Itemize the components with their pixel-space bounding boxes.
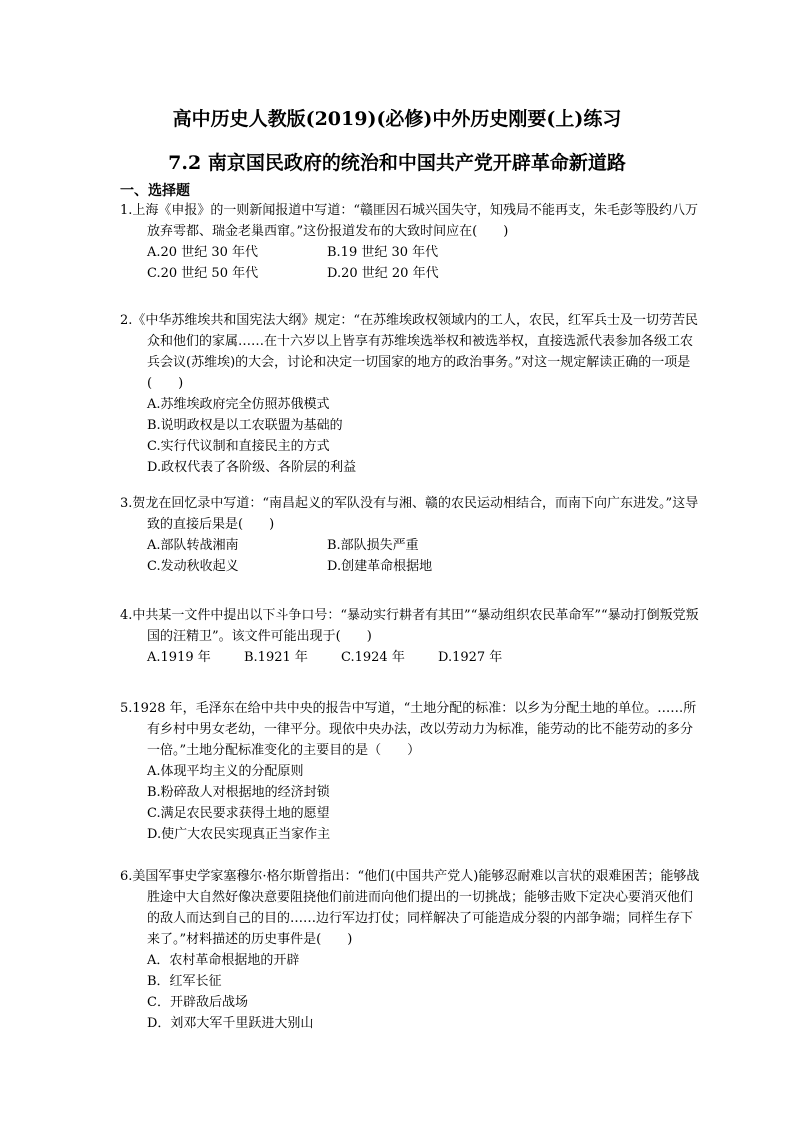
option-d: D.创建革命根据地 [327, 559, 433, 574]
option-b: B.部队损失严重 [327, 538, 419, 553]
option-a: A.部队转战湘南 [147, 538, 239, 553]
option-b: B.1921 年 [244, 650, 308, 665]
question-stem: 1.上海《申报》的一则新闻报道中写道：“赣匪因石城兴国失守，知残局不能再支，朱毛彭等股约八万放弃雩都、瑞金老巢西窜。”这份报道发布的大致时间应在( ) [120, 203, 699, 239]
section-heading: 一、选择题 [120, 183, 190, 199]
question-1 [120, 200, 700, 284]
question-6 [120, 866, 700, 1034]
option-a: A.20 世纪 30 年代 [147, 245, 259, 260]
option-d: D.1927 年 [438, 650, 503, 665]
question-options [120, 761, 700, 845]
option-c: C.满足农民要求获得土地的愿望 [147, 806, 330, 821]
question-stem: 4.中共某一文件中提出以下斗争口号：“暴动实行耕者有其田”“暴动组织农民革命军”“暴动打倒叛党叛国的汪精卫”。该文件可能出现于( ) [120, 608, 699, 644]
question-stem: 2.《中华苏维埃共和国宪法大纲》规定：“在苏维埃政权领域内的工人，农民，红军兵士及一切劳苦民众和他们的家属……在十六岁以上皆享有苏维埃选举权和被选举权，直接选派代表参加各级工农兵会议(苏维埃)的大会，讨论和决定一切国家的地方的政治事务。”对这一规定解读正确的一项是( ) [120, 313, 699, 391]
option-b: B.粉碎敌人对根据地的经济封锁 [147, 785, 330, 800]
option-d: D.使广大农民实现真正当家作主 [147, 827, 331, 842]
option-a: A．农村革命根据地的开辟 [147, 953, 300, 968]
question-stem: 6.美国军事史学家塞穆尔·格尔斯曾指出：“他们(中国共产党人)能够忍耐难以言状的艰难困苦；能够战胜途中大自然好像决意要阻挠他们前进而向他们提出的一切挑战；能够击败下定决心要消灭他们的敌人而达到自己的目的……边行军边打仗；同样解决了可能造成分裂的内部争端；同样生存下来了。”材料描述的历史事件是( ) [120, 869, 700, 947]
question-4 [120, 605, 700, 668]
option-d: D.20 世纪 20 年代 [327, 266, 439, 281]
question-options [120, 647, 700, 668]
question-stem: 3.贺龙在回忆录中写道：“南昌起义的军队没有与湘、赣的农民运动相结合，而南下向广东进发。”这导致的直接后果是( ) [120, 496, 699, 532]
question-options [120, 394, 700, 478]
page-title: 高中历史人教版(2019)(必修)中外历史刚要(上)练习 [172, 108, 622, 130]
question-3 [120, 493, 700, 577]
option-b: B.说明政权是以工农联盟为基础的 [147, 418, 343, 433]
option-b: B．红军长征 [147, 974, 222, 989]
option-a: A.体现平均主义的分配原则 [147, 764, 304, 779]
question-2 [120, 310, 700, 478]
option-c: C.1924 年 [341, 650, 405, 665]
option-b: B.19 世纪 30 年代 [327, 245, 439, 260]
option-c: C.实行代议制和直接民主的方式 [147, 439, 330, 454]
question-stem: 5.1928 年，毛泽东在给中共中央的报告中写道，“土地分配的标准：以乡为分配土地的单位。……所有乡村中男女老幼，一律平分。现依中央办法，改以劳动力为标准，能劳动的比不能劳动的多分一倍。”土地分配标准变化的主要目的是（ ） [120, 701, 697, 758]
option-a: A.苏维埃政府完全仿照苏俄模式 [147, 397, 330, 412]
lesson-title: 7.2 南京国民政府的统治和中国共产党开辟革命新道路 [168, 152, 626, 174]
question-options [120, 535, 700, 577]
option-c: C．开辟敌后战场 [147, 995, 248, 1010]
question-5 [120, 698, 700, 845]
option-c: C.发动秋收起义 [147, 559, 239, 574]
option-a: A.1919 年 [147, 650, 211, 665]
option-c: C.20 世纪 50 年代 [147, 266, 259, 281]
option-d: D.政权代表了各阶级、各阶层的利益 [147, 460, 357, 475]
question-options [120, 242, 700, 284]
question-options [120, 950, 700, 1034]
option-d: D．刘邓大军千里跃进大别山 [147, 1016, 314, 1031]
